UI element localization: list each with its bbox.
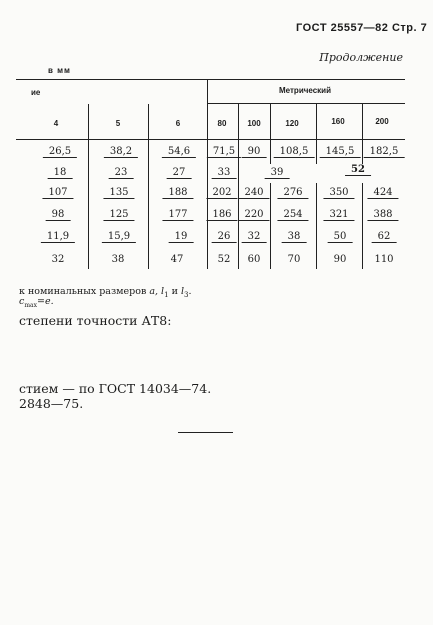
col-divider <box>362 183 363 269</box>
table-cell: 276 <box>277 187 308 199</box>
table-cell: 177 <box>162 209 193 221</box>
table-cell: 254 <box>277 209 308 221</box>
table-cell: 11,9 <box>41 231 75 243</box>
units-label: в мм <box>48 66 71 75</box>
col-divider <box>88 104 89 139</box>
sub-header: 160 <box>331 117 345 126</box>
table-cell: 125 <box>103 209 134 221</box>
group-header-rule <box>207 103 405 104</box>
table-cell: 90 <box>333 254 347 265</box>
table-cell-merged: 39 <box>265 167 290 179</box>
table-cell: 70 <box>287 254 301 265</box>
table-cell: 38,2 <box>104 146 138 158</box>
symbol-a: a, <box>149 286 159 297</box>
subscript: max <box>24 301 37 309</box>
table-cell: 186 <box>206 209 237 221</box>
reference-text: стием — по ГОСТ 14034—74. <box>19 381 212 396</box>
table-cell: 54,6 <box>162 146 196 158</box>
col-divider <box>207 80 208 269</box>
sub-header: 6 <box>175 119 181 128</box>
table-cell: 26,5 <box>43 146 77 158</box>
table-cell: 50 <box>328 231 353 243</box>
table-cell: 32 <box>51 254 65 265</box>
subscript: 3 <box>184 290 189 299</box>
symbol-c: c <box>19 296 25 307</box>
table-cell: 71,5 <box>207 146 241 158</box>
group-header-metric: Метрический <box>279 86 332 95</box>
table-cell: 424 <box>367 187 398 199</box>
table-cell: 62 <box>372 231 397 243</box>
table-cell: 90 <box>242 146 267 158</box>
table-cell: 388 <box>367 209 398 221</box>
table-cell: 18 <box>48 167 73 179</box>
table-cell: 52 <box>217 254 231 265</box>
table-cell: 23 <box>109 167 134 179</box>
table-cell: 350 <box>323 187 354 199</box>
table-cell: 38 <box>282 231 307 243</box>
footnote-text: и <box>171 286 178 297</box>
table-cell: 98 <box>46 209 71 221</box>
footnote-text: =e. <box>36 296 54 307</box>
sub-header: 80 <box>217 119 227 128</box>
table-cell: 110 <box>374 254 394 265</box>
table-cell: 321 <box>323 209 354 221</box>
end-rule <box>178 432 233 433</box>
table-cell: 19 <box>169 231 194 243</box>
col-divider <box>270 183 271 269</box>
symbol-l: l <box>180 286 185 297</box>
table-cell: 202 <box>206 187 237 199</box>
table-cell: 240 <box>238 187 269 199</box>
col-divider <box>362 104 363 139</box>
table-cell: 26 <box>212 231 237 243</box>
subscript: 1 <box>164 290 169 299</box>
table-cell: 60 <box>247 254 261 265</box>
sub-header: 200 <box>375 117 389 126</box>
table-cell: 47 <box>170 254 184 265</box>
table-cell: 108,5 <box>274 146 315 158</box>
table-cell: 107 <box>42 187 73 199</box>
table-cell: 145,5 <box>320 146 361 158</box>
table-cell: 27 <box>167 167 192 179</box>
sub-header: 4 <box>53 119 59 128</box>
table-cell: 15,9 <box>102 231 136 243</box>
table-cell: 188 <box>162 187 193 199</box>
col-divider <box>148 140 149 269</box>
group-header-left: ие <box>31 88 41 97</box>
table-top-rule <box>16 79 405 80</box>
table-cell-merged: 52 <box>345 164 371 176</box>
col-divider <box>270 140 271 164</box>
sub-header: 100 <box>247 119 261 128</box>
page-header: ГОСТ 25557—82 Стр. 7 <box>296 22 428 34</box>
footnote-text: . <box>188 286 192 297</box>
reference-text: 2848—75. <box>19 396 84 411</box>
continuation-label: Продолжение <box>319 51 403 64</box>
table-cell: 220 <box>238 209 269 221</box>
col-divider <box>270 104 271 139</box>
table-cell: 135 <box>103 187 134 199</box>
footnote-cmax <box>19 296 54 309</box>
table-cell: 33 <box>212 167 237 179</box>
symbol-l: l <box>161 286 165 297</box>
col-divider <box>316 140 317 164</box>
table-cell: 38 <box>111 254 125 265</box>
accuracy-text: степени точности АТ8: <box>19 313 172 328</box>
col-divider <box>148 104 149 139</box>
footnote-text: к номинальных размеров <box>19 286 147 297</box>
col-divider <box>316 183 317 269</box>
col-divider <box>316 104 317 139</box>
sub-header: 5 <box>115 119 121 128</box>
col-divider <box>88 140 89 269</box>
table-cell: 182,5 <box>364 146 405 158</box>
sub-header: 120 <box>285 119 299 128</box>
header-bottom-rule <box>16 139 405 140</box>
table-cell: 32 <box>242 231 267 243</box>
